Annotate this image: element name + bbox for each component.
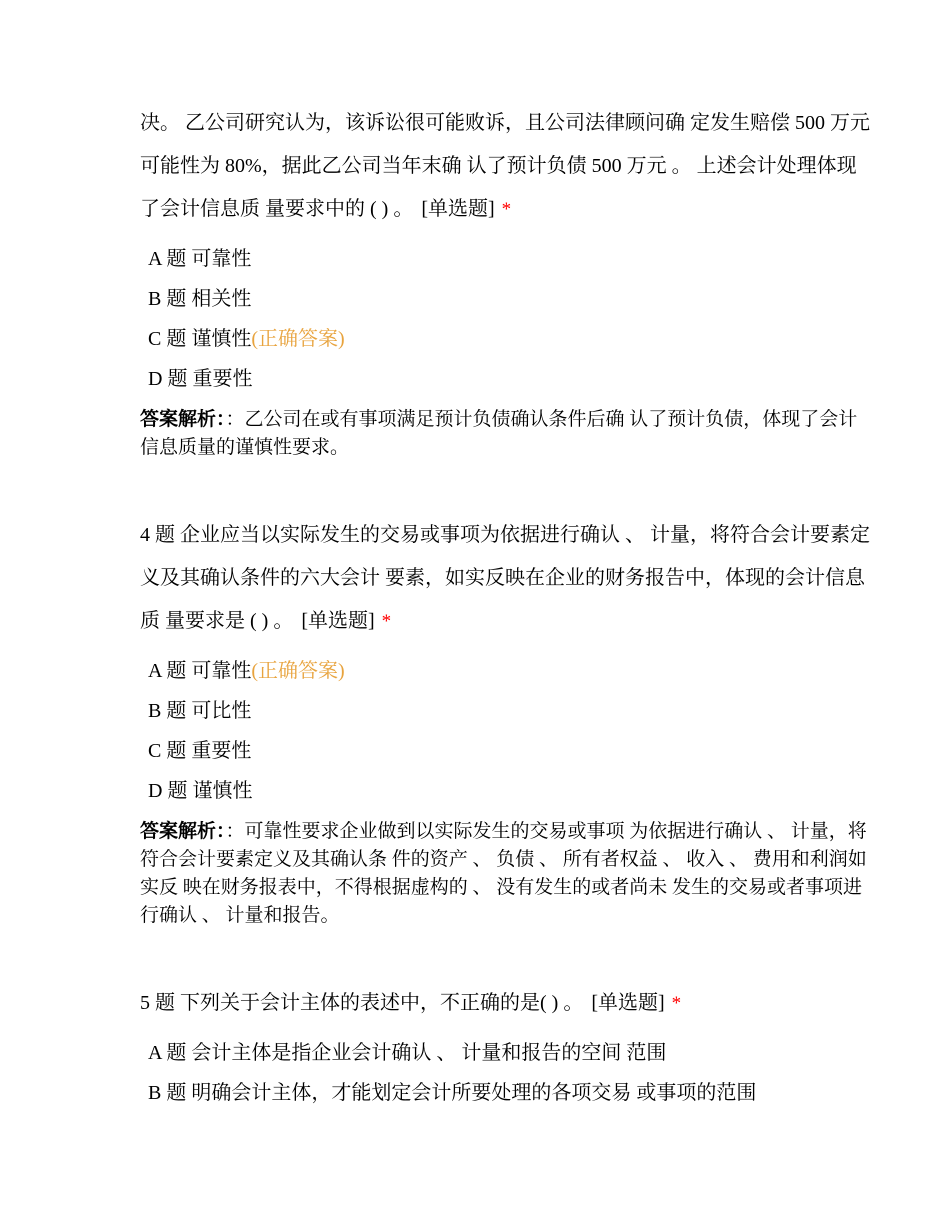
option-text: 明确会计主体，才能划定会计所要处理的各项交易 或事项的范围 [191,1082,757,1104]
option-text: 会计主体是指企业会计确认 、 计量和报告的空间 范围 [191,1042,667,1064]
option-text: 谨慎性 [191,328,252,350]
option-text: 相关性 [191,288,252,310]
option-label: B 题 [148,288,187,310]
question-text-line [140,982,870,1025]
option-text: 可比性 [191,700,252,722]
option-row-c [140,319,870,359]
option-text: 谨慎性 [192,780,253,802]
option-row-d [140,771,870,811]
answer-explanation [140,818,870,930]
option-row-b [140,691,870,731]
option-label: A 题 [148,1042,187,1064]
option-row-d [140,359,870,399]
correct-answer-marker: (正确答案) [251,328,345,350]
answer-explanation [140,406,870,462]
option-row-b [140,279,870,319]
option-row-a [140,651,870,691]
question-text-line: 4 题 企业应当以实际发生的交易或事项为依据进行确认 、 计量，将符合会计要素定 [140,524,870,546]
options-list [140,651,870,811]
option-row-c [140,731,870,771]
option-label: D 题 [148,368,188,390]
option-label: B 题 [148,700,187,722]
required-asterisk: * [671,993,682,1014]
answer-explanation-text: ：乙公司在或有事项满足预计负债确认条件后确 认了预计负债，体现了会计信息质量的谨慎性要求。 [140,409,858,458]
option-label: A 题 [148,248,187,270]
question-text-line [140,600,870,643]
options-list [140,239,870,399]
question-text-line: 可能性为 80%，据此乙公司当年末确 认了预计负债 500 万元 。 上述会计处理体现 [140,155,857,177]
option-row-a [140,239,870,279]
question-type-tag: [单选题] [301,610,375,632]
question-type-tag: [单选题] [591,992,665,1014]
option-label: B 题 [148,1082,187,1104]
question-text-line: 决。 乙公司研究认为，该诉讼很可能败诉，且公司法律顾问确 定发生赔偿 500 万元 [140,112,870,134]
question-block-4 [140,514,870,930]
option-text: 可靠性 [191,248,252,270]
question-block-5 [140,982,870,1113]
question-text-line [140,188,870,231]
option-text: 重要性 [191,740,252,762]
required-asterisk: * [501,199,512,220]
question-text-line: 义及其确认条件的六大会计 要素，如实反映在企业的财务报告中，体现的会计信息 [140,567,865,589]
option-row-b [140,1073,870,1113]
answer-explanation-text: ：可靠性要求企业做到以实际发生的交易或事项 为依据进行确认 、 计量，将符合会计要素定义及其确认条 件的资产 、 负债 、 所有者权益 、 收入 、 费用和利润如实反 映在财务报表中，不得根据虚构的 、 没有发生的或者尚未 发生的交易或者事项进行确认 、 计量和报告。 [140,821,867,926]
option-label: C 题 [148,328,187,350]
correct-answer-marker: (正确答案) [251,660,345,682]
question-text: 质 量要求是 ( ) 。 [140,610,294,632]
option-label: D 题 [148,780,188,802]
answer-explanation-label: 答案解析： [140,821,226,842]
option-label: A 题 [148,660,187,682]
options-list [140,1033,870,1113]
option-text: 重要性 [192,368,253,390]
required-asterisk: * [381,611,392,632]
question-type-tag: [单选题] [421,198,495,220]
question-text: 了会计信息质 量要求中的 ( ) 。 [140,198,414,220]
question-text: 5 题 下列关于会计主体的表述中，不正确的是( ) 。 [140,992,584,1014]
option-label: C 题 [148,740,187,762]
option-text: 可靠性 [191,660,252,682]
question-block-3 [140,102,870,462]
answer-explanation-label: 答案解析： [140,409,226,430]
option-row-a [140,1033,870,1073]
